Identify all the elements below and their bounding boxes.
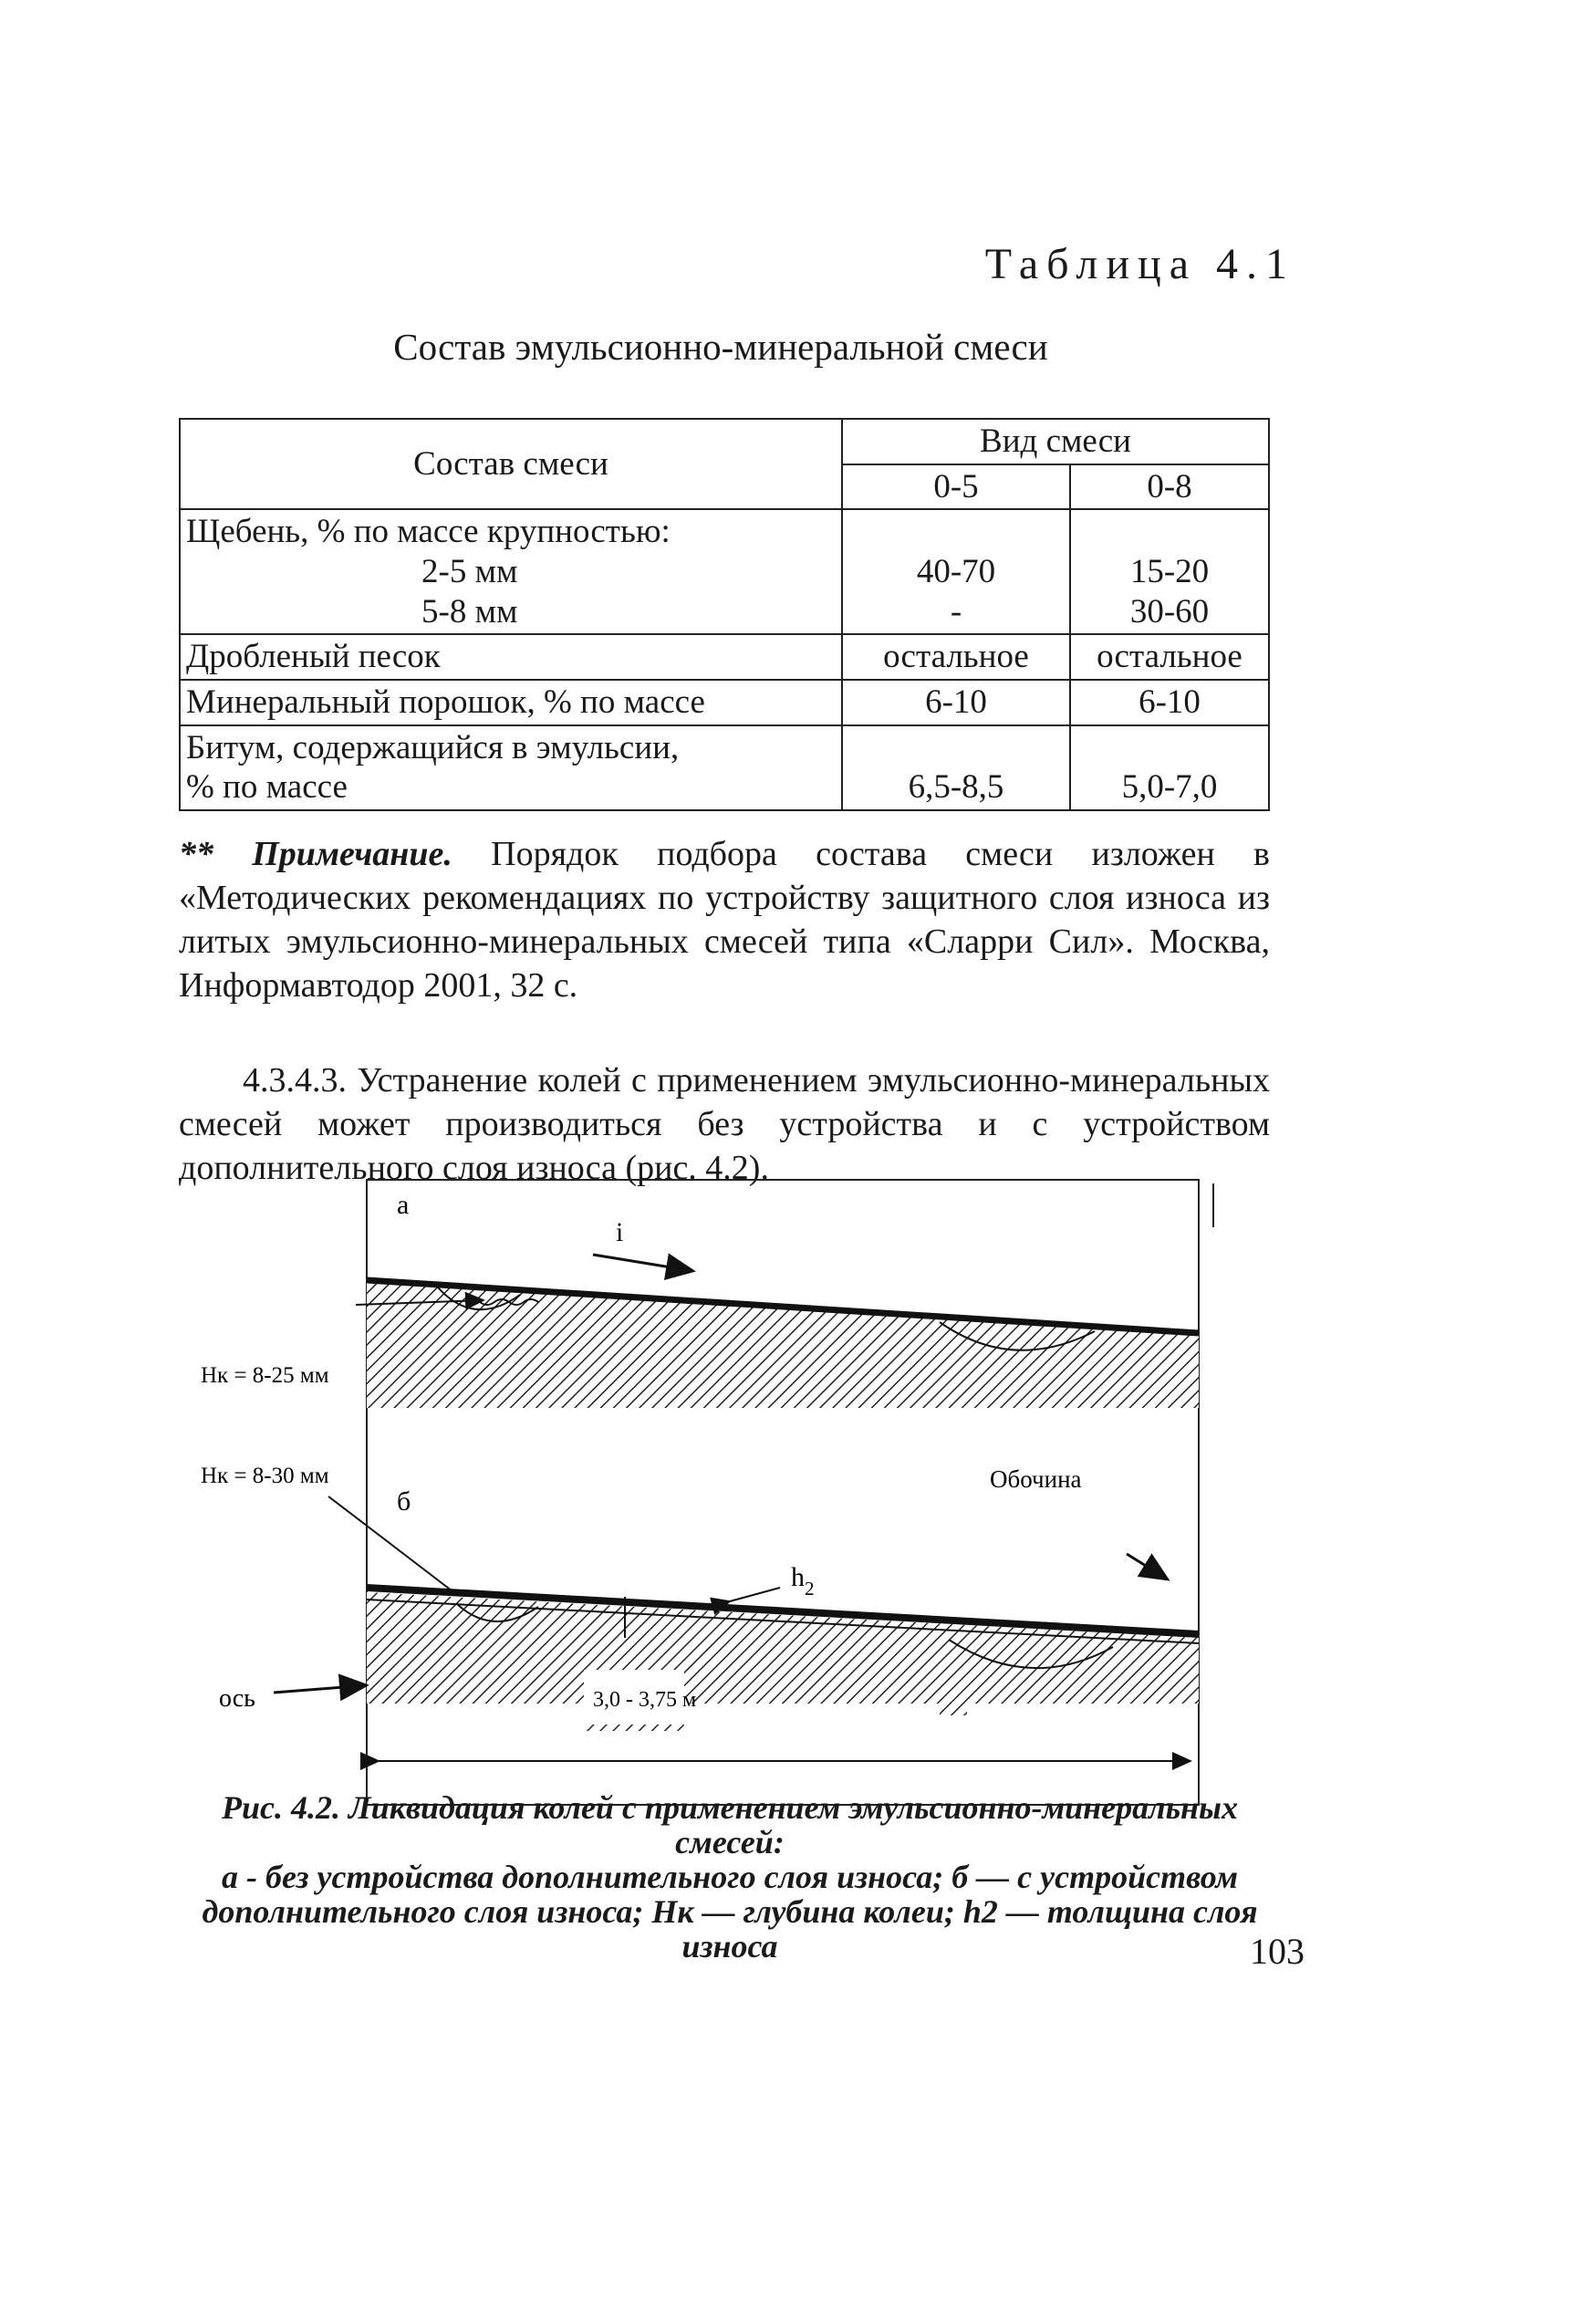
cell: 6,5-8,5 xyxy=(842,725,1070,810)
header-0-8: 0-8 xyxy=(1070,464,1269,510)
table-row xyxy=(180,680,1269,725)
header-mix-type: Вид смеси xyxy=(842,419,1269,464)
row-label xyxy=(180,509,842,634)
pavement-a xyxy=(367,1282,1199,1408)
rut-repair-figure xyxy=(164,1172,1295,1829)
h2-label: $h_2$ xyxy=(791,1562,815,1600)
caption-line: а - без устройства дополнительного слоя износа; б — с устройством xyxy=(222,1859,1238,1895)
cell-values-0-5 xyxy=(842,509,1070,634)
page-number: 103 xyxy=(1250,1931,1305,1972)
row-label-line: 2-5 мм xyxy=(421,552,518,590)
header-0-5: 0-5 xyxy=(842,464,1070,510)
cell: остальное xyxy=(842,634,1070,680)
caption-line: дополнительного слоя износа; Нк — глубина колеи; h2 — толщина слоя xyxy=(202,1893,1258,1930)
cell-values-0-8 xyxy=(1070,509,1269,634)
label-a: а xyxy=(397,1190,410,1220)
note-text: Порядок подбора состава смеси изложен в «Методических рекомендациях по устройству защитного слоя износа из литых эмульсионно-минеральных смесей типа «Сларри Сил». Москва, Информавтодор 2001, 32 с. xyxy=(179,835,1270,1005)
table-number: Таблица 4.1 xyxy=(984,240,1295,288)
cell: 30-60 xyxy=(1129,592,1210,631)
slope-label: i xyxy=(616,1217,624,1247)
axis-label: ось xyxy=(219,1684,255,1713)
shoulder-label: Обочина xyxy=(990,1465,1082,1493)
table-note xyxy=(179,832,1270,1007)
cell: 6-10 xyxy=(1070,680,1269,725)
table-row xyxy=(180,725,1269,810)
hk1-label: Нк = 8-25 мм xyxy=(201,1363,329,1388)
caption-line: Рис. 4.2. Ликвидация колей с применением эмульсионно-минеральных xyxy=(221,1789,1238,1826)
cell: 6-10 xyxy=(842,680,1070,725)
row-label-line: Битум, содержащийся в эмульсии, xyxy=(186,728,680,766)
cell: 40-70 xyxy=(916,552,996,590)
label-b: б xyxy=(397,1486,411,1516)
cell: остальное xyxy=(1070,634,1269,680)
mix-composition-table xyxy=(179,418,1270,811)
table-row xyxy=(180,509,1269,634)
figure-caption xyxy=(192,1790,1268,1964)
header-composition: Состав смеси xyxy=(180,419,842,509)
slope-arrow-b xyxy=(1127,1554,1168,1579)
row-label: Дробленый песок xyxy=(180,634,842,680)
cell: - xyxy=(950,592,962,631)
table-row xyxy=(180,634,1269,680)
width-label: 3,0 - 3,75 м xyxy=(593,1688,697,1712)
caption-line: износа xyxy=(681,1928,778,1964)
axis-arrow xyxy=(274,1685,367,1693)
row-label xyxy=(180,725,842,810)
body-paragraph: 4.3.4.3. Устранение колей с применением эмульсионно-минеральных смесей может производиться без устройства и с устройством дополнительного слоя износа (рис. 4.2). xyxy=(179,1061,1270,1187)
hk2-label: Нк = 8-30 мм xyxy=(201,1464,329,1488)
table-header-row xyxy=(180,419,1269,464)
cell: 15-20 xyxy=(1129,552,1210,590)
cell: 5,0-7,0 xyxy=(1070,725,1269,810)
slope-arrow-a xyxy=(593,1255,693,1271)
note-prefix: ** Примечание. xyxy=(179,835,452,873)
caption-line: смесей: xyxy=(675,1824,785,1860)
row-label-line: Щебень, % по массе крупностью: xyxy=(186,513,671,551)
row-label-line: % по массе xyxy=(186,768,348,807)
row-label: Минеральный порошок, % по массе xyxy=(180,680,842,725)
hk2-leader xyxy=(328,1496,456,1594)
row-label-line: 5-8 мм xyxy=(421,592,518,631)
table-title: Состав эмульсионно-минеральной смеси xyxy=(393,326,1048,368)
h2-leader xyxy=(730,1588,780,1601)
